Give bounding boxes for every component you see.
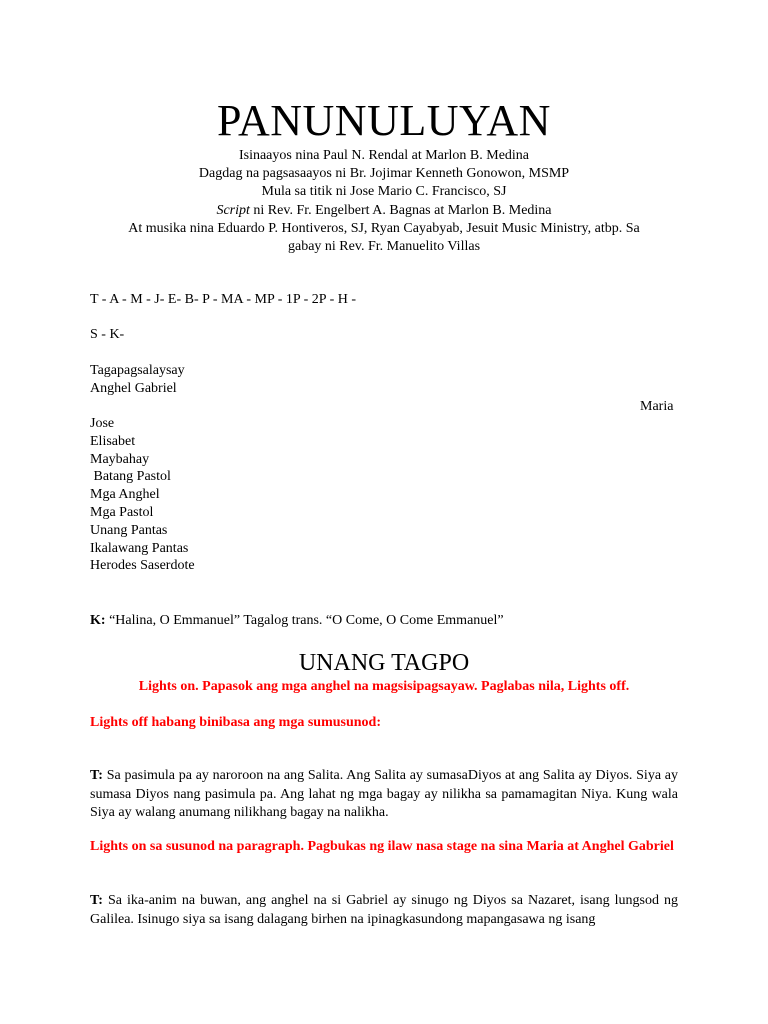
credits-line: Isinaayos nina Paul N. Rendal at Marlon B. Medina bbox=[238, 148, 530, 163]
narration-paragraph bbox=[90, 892, 678, 929]
stage-direction: Lights off habang binibasa ang mga sumusunod: bbox=[90, 715, 381, 730]
scene-heading: UNANG TAGPO bbox=[298, 650, 470, 676]
stage-direction: Lights on. Papasok ang mga anghel na magsisipagsayaw. Paglabas nila, Lights off. bbox=[138, 679, 630, 694]
abbreviations-row: T - A - M - J- E- B- P - MA - MP - 1P - 2P - H - bbox=[90, 292, 357, 307]
credits-block bbox=[90, 147, 678, 256]
cast-item: Maybahay bbox=[90, 451, 150, 467]
credits-line: At musika nina Eduardo P. Hontiveros, SJ, Ryan Cayabyab, Jesuit Music Ministry, atbp. Sa bbox=[128, 220, 640, 236]
cast-item: Mga Anghel bbox=[90, 487, 160, 503]
credits-line: gabay ni Rev. Fr. Manuelito Villas bbox=[287, 239, 481, 255]
credits-line bbox=[90, 202, 678, 220]
cast-item: Elisabet bbox=[90, 433, 136, 449]
cast-list bbox=[90, 415, 195, 575]
abbreviations-row: S - K- bbox=[90, 327, 125, 342]
page-title: PANUNULUYAN bbox=[217, 96, 551, 145]
cast-narrator: Tagapagsalaysay bbox=[90, 363, 185, 378]
credits-line: Dagdag na pagsasaayos ni Br. Jojimar Kenneth Gonowon, MSMP bbox=[198, 166, 570, 182]
stage-direction: Lights on sa susunod na paragraph. Pagbukas ng ilaw nasa stage na sina Maria at Anghel Gabriel bbox=[90, 839, 674, 854]
narration-text: Sa pasimula pa ay naroroon na ang Salita. Ang Salita ay sumasaDiyos at ang Salita ay Diyos. Siya ay sumasa Diyos nang pasimula pa. Ang lahat ng mga bagay ay nilikha sa pamamagitan Niya. Kung wala Siya ay walang anumang nilikhang bagay na nalikha. bbox=[90, 768, 678, 820]
cast-item: Herodes Saserdote bbox=[90, 558, 195, 574]
script-word: Script bbox=[216, 202, 250, 218]
song-label: K: bbox=[90, 613, 106, 628]
speaker-label: T: bbox=[90, 893, 103, 908]
song-text: “Halina, O Emmanuel” Tagalog trans. “O Come, O Come Emmanuel” bbox=[105, 613, 504, 628]
narration-paragraph bbox=[90, 767, 678, 823]
cast-item: Ikalawang Pantas bbox=[90, 540, 189, 556]
cast-maria: Maria bbox=[640, 399, 674, 414]
narration-text: Sa ika-anim na buwan, ang anghel na si Gabriel ay sinugo ng Diyos sa Nazaret, isang lungsod ng Galilea. Isinugo siya sa isang dalagang birhen na ipinagkasundong mapangasawa ng isang bbox=[90, 893, 678, 927]
cast-gabriel: Anghel Gabriel bbox=[90, 381, 177, 396]
song-line bbox=[90, 612, 504, 630]
speaker-label: T: bbox=[90, 768, 103, 783]
credits-line: Mula sa titik ni Jose Mario C. Francisco, SJ bbox=[261, 184, 507, 200]
cast-item: Unang Pantas bbox=[90, 522, 168, 538]
credits-line-rest: ni Rev. Fr. Engelbert A. Bagnas at Marlon B. Medina bbox=[249, 202, 552, 218]
cast-item: Batang Pastol bbox=[90, 469, 171, 485]
cast-item: Mga Pastol bbox=[90, 504, 154, 520]
cast-item: Jose bbox=[90, 416, 115, 431]
